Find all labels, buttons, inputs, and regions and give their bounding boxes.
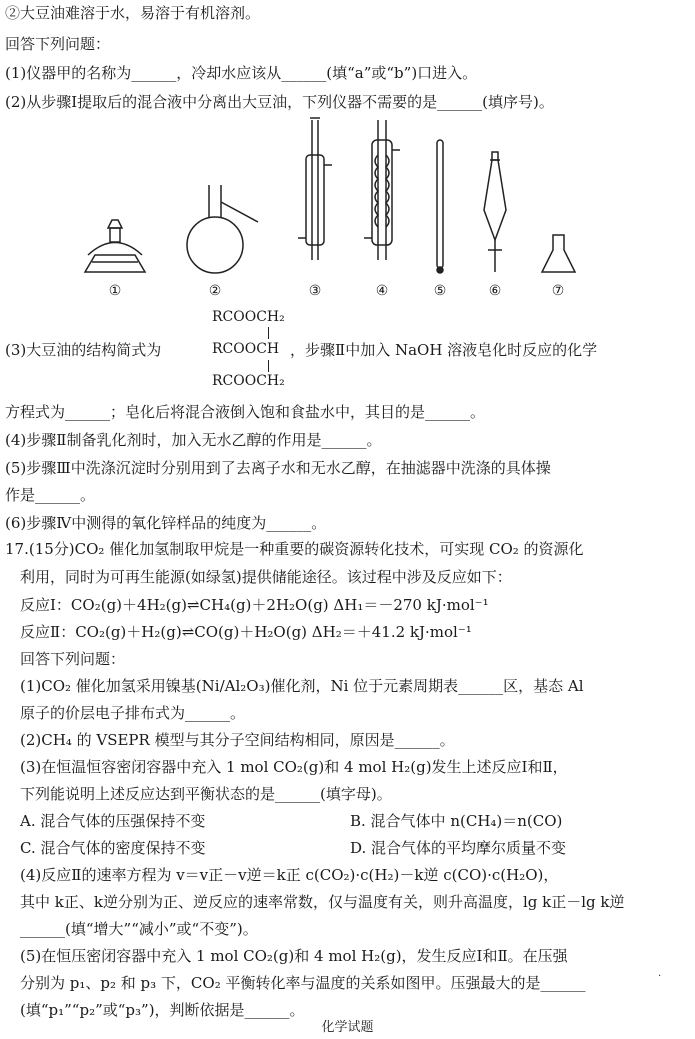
apparatus-figure bbox=[0, 110, 695, 285]
question-2: (2)从步骤Ⅰ提取后的混合液中分离出大豆油，下列仪器不需要的是______(填序号)。 bbox=[5, 93, 554, 111]
p17-q4-3: ______(填“增大”“减小”或“不变”)。 bbox=[20, 920, 258, 938]
bond-line bbox=[268, 360, 269, 372]
bulb-condenser-icon bbox=[364, 120, 400, 260]
question-1: (1)仪器甲的名称为______，冷却水应该从______(填“a”或“b”)口进入。 bbox=[5, 64, 478, 82]
answer-prompt: 回答下列问题： bbox=[5, 35, 111, 53]
question-5-line2: 作是______。 bbox=[5, 486, 96, 504]
label-7: ⑦ bbox=[551, 283, 565, 299]
formula-mid: RCOOCH bbox=[212, 341, 280, 357]
alcohol-lamp-icon bbox=[85, 220, 145, 272]
answer-prompt-17: 回答下列问题： bbox=[20, 650, 126, 668]
formula-bottom: RCOOCH₂ bbox=[212, 373, 285, 389]
label-2: ② bbox=[208, 283, 222, 299]
question-4: (4)步骤Ⅱ制备乳化剂时，加入无水乙醇的作用是______。 bbox=[5, 431, 382, 449]
label-3: ③ bbox=[308, 283, 322, 299]
straight-condenser-icon bbox=[298, 118, 332, 260]
p17-q2: (2)CH₄ 的 VSEPR 模型与其分子空间结构相同，原因是______。 bbox=[20, 731, 455, 749]
label-4: ④ bbox=[375, 283, 389, 299]
p17-stem-2: 利用，同时为可再生能源(如绿氢)提供储能途径。该过程中涉及反应如下： bbox=[20, 568, 512, 586]
option-c: C. 混合气体的密度保持不变 bbox=[20, 839, 206, 857]
label-6: ⑥ bbox=[488, 283, 502, 299]
reaction-2: 反应Ⅱ：CO₂(g)＋H₂(g)⇌CO(g)＋H₂O(g) ΔH₂＝＋41.2 kJ·mol⁻¹ bbox=[20, 623, 472, 641]
formula-top: RCOOCH₂ bbox=[212, 309, 285, 325]
reaction-1: 反应Ⅰ：CO₂(g)＋4H₂(g)⇌CH₄(g)＋2H₂O(g) ΔH₁＝－270 kJ·mol⁻¹ bbox=[20, 596, 489, 614]
p17-q5: (5)在恒压密闭容器中充入 1 mol CO₂(g)和 4 mol H₂(g)，发生反应Ⅰ和Ⅱ。在压强 bbox=[20, 947, 568, 965]
p17-q5-2: 分别为 p₁、p₂ 和 p₃ 下，CO₂ 平衡转化率与温度的关系如图甲。压强最大的是______ bbox=[20, 974, 586, 992]
option-a: A. 混合气体的压强保持不变 bbox=[20, 812, 206, 830]
question-5-line1: (5)步骤Ⅲ中洗涤沉淀时分别用到了去离子水和无水乙醇，在抽滤器中洗涤的具体操 bbox=[5, 459, 551, 477]
option-d: D. 混合气体的平均摩尔质量不变 bbox=[350, 839, 567, 857]
note-2: ②大豆油难溶于水，易溶于有机溶剂。 bbox=[5, 4, 261, 22]
bond-line bbox=[268, 327, 269, 339]
p17-q3-2: 下列能说明上述反应达到平衡状态的是______(填字母)。 bbox=[20, 785, 392, 803]
p17-q4-2: 其中 k正、k逆分别为正、逆反应的速率常数，仅与温度有关，则升高温度，lg k正－lg k逆 bbox=[20, 893, 625, 911]
p17-q1: (1)CO₂ 催化加氢采用镍基(Ni/Al₂O₃)催化剂，Ni 位于元素周期表______区，基态 Al bbox=[20, 677, 584, 695]
question-6: (6)步骤Ⅳ中测得的氧化锌样品的纯度为______。 bbox=[5, 514, 327, 532]
p17-stem: 17.(15分)CO₂ 催化加氢制取甲烷是一种重要的碳资源转化技术，可实现 CO₂ 的资源化 bbox=[5, 540, 584, 558]
distillation-flask-icon bbox=[187, 185, 258, 273]
q3-line2: 方程式为______；皂化后将混合液倒入饱和食盐水中，其目的是______。 bbox=[5, 403, 486, 421]
label-5: ⑤ bbox=[433, 283, 447, 299]
separatory-funnel-icon bbox=[484, 152, 506, 272]
page-footer: 化学试题 bbox=[321, 1020, 374, 1035]
stray-mark: . bbox=[658, 968, 662, 979]
option-b: B. 混合气体中 n(CH₄)＝n(CO) bbox=[350, 812, 563, 830]
p17-q5-3: (填“p₁”“p₂”或“p₃”)，判断依据是______。 bbox=[20, 1001, 305, 1019]
label-1: ① bbox=[108, 283, 122, 299]
erlenmeyer-flask-icon bbox=[542, 235, 575, 272]
p17-q1-2: 原子的价层电子排布式为______。 bbox=[20, 704, 246, 722]
q3-prefix: (3)大豆油的结构简式为 bbox=[5, 341, 162, 359]
q3-suffix: ，步骤Ⅱ中加入 NaOH 溶液皂化时反应的化学 bbox=[290, 341, 598, 359]
p17-q4: (4)反应Ⅱ的速率方程为 v＝v正－v逆＝k正 c(CO₂)·c(H₂)－k逆 c(CO)·c(H₂O)， bbox=[20, 866, 559, 884]
thermometer-icon bbox=[437, 140, 443, 273]
p17-q3: (3)在恒温恒容密闭容器中充入 1 mol CO₂(g)和 4 mol H₂(g)发生上述反应Ⅰ和Ⅱ， bbox=[20, 758, 568, 776]
